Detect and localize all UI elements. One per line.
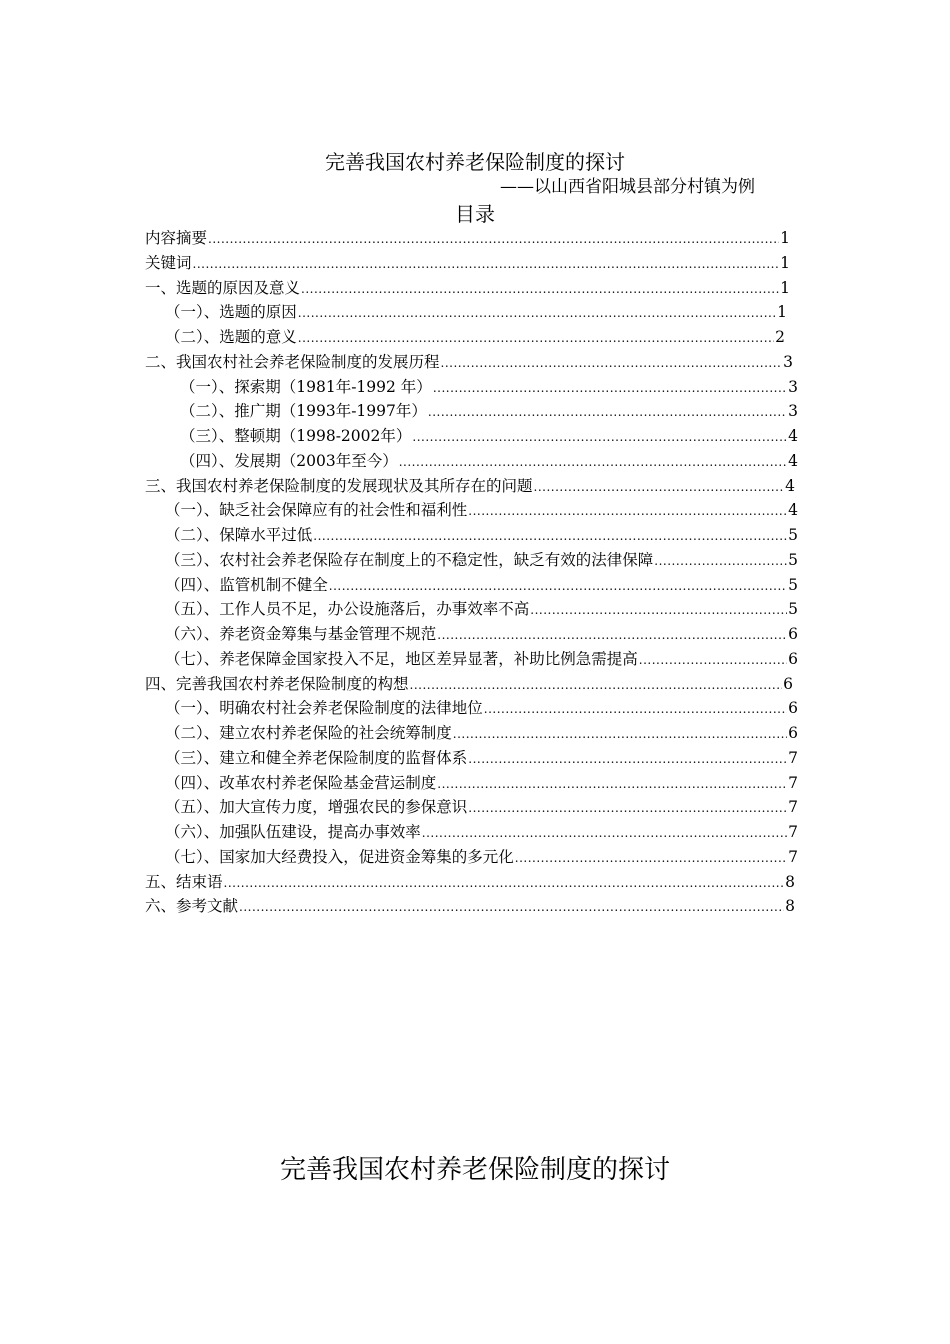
toc-entry-label: （三）、农村社会养老保险存在制度上的不稳定性，缺乏有效的法律保障 (165, 550, 654, 569)
toc-page-number: 4 (788, 501, 798, 520)
toc-entry-label: （二）、保障水平过低 (165, 526, 313, 544)
toc-leader-dots (239, 895, 784, 919)
toc-entry[interactable] (145, 820, 805, 845)
toc-entry[interactable] (145, 498, 805, 523)
toc-page-number: 1 (780, 253, 790, 272)
toc-entry-label: 内容摘要 (145, 229, 208, 247)
toc-leader-dots (639, 648, 787, 672)
toc-page-number: 4 (785, 476, 795, 495)
toc-page-number: 7 (788, 773, 798, 792)
toc-leader-dots (412, 425, 787, 449)
toc-entry-label: （一）、选题的原因 (165, 303, 297, 322)
toc-entry-label: （一）、探索期（1981年-1992 年） (180, 377, 432, 396)
toc-leader-dots (301, 277, 779, 301)
toc-entry[interactable] (145, 870, 805, 895)
toc-page-number: 5 (788, 550, 798, 569)
toc-page-number: 7 (788, 847, 798, 866)
toc-entry[interactable] (145, 795, 805, 820)
toc-entry[interactable] (145, 573, 805, 598)
toc-entry-label: （七）、养老保障金国家投入不足，地区差异显著，补助比例急需提高 (165, 649, 638, 668)
toc-leader-dots (298, 301, 776, 325)
toc-entry-label: 四、完善我国农村养老保险制度的构想 (145, 674, 409, 693)
toc-entry[interactable] (145, 449, 805, 474)
toc-entry[interactable] (145, 325, 805, 350)
toc-entry-label: 三、我国农村养老保险制度的发展现状及其所存在的问题 (145, 476, 533, 495)
toc-entry[interactable] (145, 276, 805, 301)
toc-leader-dots (224, 871, 785, 895)
toc-entry-label: （四）、发展期（2003年至今） (180, 451, 398, 470)
toc-leader-dots (530, 598, 787, 622)
toc-entry-label: （三）、建立和健全养老保险制度的监督体系 (165, 748, 468, 767)
toc-page-number: 3 (783, 352, 793, 371)
toc-entry[interactable] (145, 696, 805, 721)
toc-leader-dots (193, 252, 780, 276)
toc-entry-label: 二、我国农村社会养老保险制度的发展历程 (145, 352, 440, 371)
toc-page-number: 1 (777, 303, 787, 322)
toc-entry-label: （三）、整顿期（1998-2002年） (180, 427, 412, 445)
toc-leader-dots (437, 772, 787, 796)
toc-entry-label: 关键词 (145, 253, 192, 272)
toc-page-number: 6 (788, 649, 798, 668)
toc-entry[interactable] (145, 226, 805, 251)
toc-page-number: 8 (785, 872, 795, 891)
toc-page-number: 3 (788, 377, 798, 396)
toc-leader-dots (437, 623, 787, 647)
toc-leader-dots (329, 574, 787, 598)
toc-entry-label: （六）、加强队伍建设，提高办事效率 (165, 823, 421, 841)
toc-entry[interactable] (145, 622, 805, 647)
toc-entry-label: （五）、工作人员不足，办公设施落后，办事效率不高 (165, 600, 530, 619)
toc-leader-dots (534, 475, 785, 499)
toc-entry[interactable] (145, 424, 805, 449)
toc-leader-dots (468, 796, 787, 820)
toc-page-number: 6 (783, 674, 793, 693)
toc-page-number: 4 (788, 427, 798, 445)
toc-entry[interactable] (145, 523, 805, 548)
toc-leader-dots (654, 549, 787, 573)
toc-leader-dots (410, 673, 783, 697)
toc-page-number: 5 (788, 600, 798, 619)
toc-page-number: 1 (780, 278, 790, 297)
toc-entry-label: （四）、改革农村养老保险基金营运制度 (165, 773, 437, 792)
toc-entry-label: （一）、缺乏社会保障应有的社会性和福利性 (165, 501, 468, 520)
toc-entry[interactable] (145, 251, 805, 276)
toc-leader-dots (515, 846, 787, 870)
toc-page-number: 3 (788, 402, 798, 421)
toc-leader-dots (208, 227, 779, 251)
table-of-contents (145, 226, 805, 919)
toc-page-number: 7 (788, 823, 798, 841)
toc-entry-label: （六）、养老资金筹集与基金管理不规范 (165, 625, 437, 643)
toc-entry[interactable] (145, 647, 805, 672)
document-subtitle: ——以山西省阳城县部分村镇为例 (500, 177, 755, 197)
toc-entry-label: 五、结束语 (145, 872, 223, 891)
toc-page-number: 5 (788, 526, 798, 544)
toc-entry[interactable] (145, 399, 805, 424)
toc-entry-label: 六、参考文献 (145, 897, 239, 916)
toc-entry[interactable] (145, 548, 805, 573)
toc-entry-label: （二）、推广期（1993年-1997年） (180, 402, 427, 421)
toc-leader-dots (433, 376, 787, 400)
toc-page-number: 8 (785, 897, 795, 916)
toc-leader-dots (422, 821, 787, 845)
toc-page-number: 5 (788, 575, 798, 594)
toc-page-number: 6 (788, 724, 798, 742)
toc-leader-dots (441, 351, 783, 375)
toc-leader-dots (468, 747, 787, 771)
toc-entry[interactable] (145, 672, 805, 697)
toc-heading: 目录 (455, 202, 495, 226)
toc-entry[interactable] (145, 845, 805, 870)
toc-entry[interactable] (145, 894, 805, 919)
toc-entry[interactable] (145, 597, 805, 622)
toc-page-number: 2 (775, 328, 785, 346)
toc-entry-label: （四）、监管机制不健全 (165, 575, 328, 594)
toc-entry[interactable] (145, 300, 805, 325)
toc-page-number: 7 (788, 798, 798, 817)
toc-page-number: 6 (788, 699, 798, 718)
toc-leader-dots (484, 697, 787, 721)
toc-page-number: 1 (780, 229, 790, 247)
toc-entry-label: 一、选题的原因及意义 (145, 278, 301, 297)
toc-leader-dots (313, 524, 787, 548)
section-title: 完善我国农村养老保险制度的探讨 (279, 1155, 670, 1185)
toc-entry[interactable] (145, 771, 805, 796)
toc-entry[interactable] (145, 721, 805, 746)
toc-entry-label: （二）、选题的意义 (165, 328, 297, 346)
toc-leader-dots (468, 499, 787, 523)
toc-entry[interactable] (145, 746, 805, 771)
toc-leader-dots (399, 450, 787, 474)
toc-page-number: 4 (788, 451, 798, 470)
toc-entry[interactable] (145, 350, 805, 375)
toc-leader-dots (428, 400, 787, 424)
toc-page-number: 6 (788, 625, 798, 643)
toc-entry[interactable] (145, 474, 805, 499)
toc-leader-dots (298, 326, 774, 350)
document-title: 完善我国农村养老保险制度的探讨 (325, 150, 625, 174)
toc-entry-label: （七）、国家加大经费投入，促进资金筹集的多元化 (165, 847, 514, 866)
toc-page-number: 7 (788, 748, 798, 767)
toc-entry-label: （五）、加大宣传力度，增强农民的参保意识 (165, 798, 468, 817)
toc-entry[interactable] (145, 375, 805, 400)
toc-entry-label: （一）、明确农村社会养老保险制度的法律地位 (165, 699, 483, 718)
toc-leader-dots (453, 722, 787, 746)
toc-entry-label: （二）、建立农村养老保险的社会统筹制度 (165, 724, 452, 742)
